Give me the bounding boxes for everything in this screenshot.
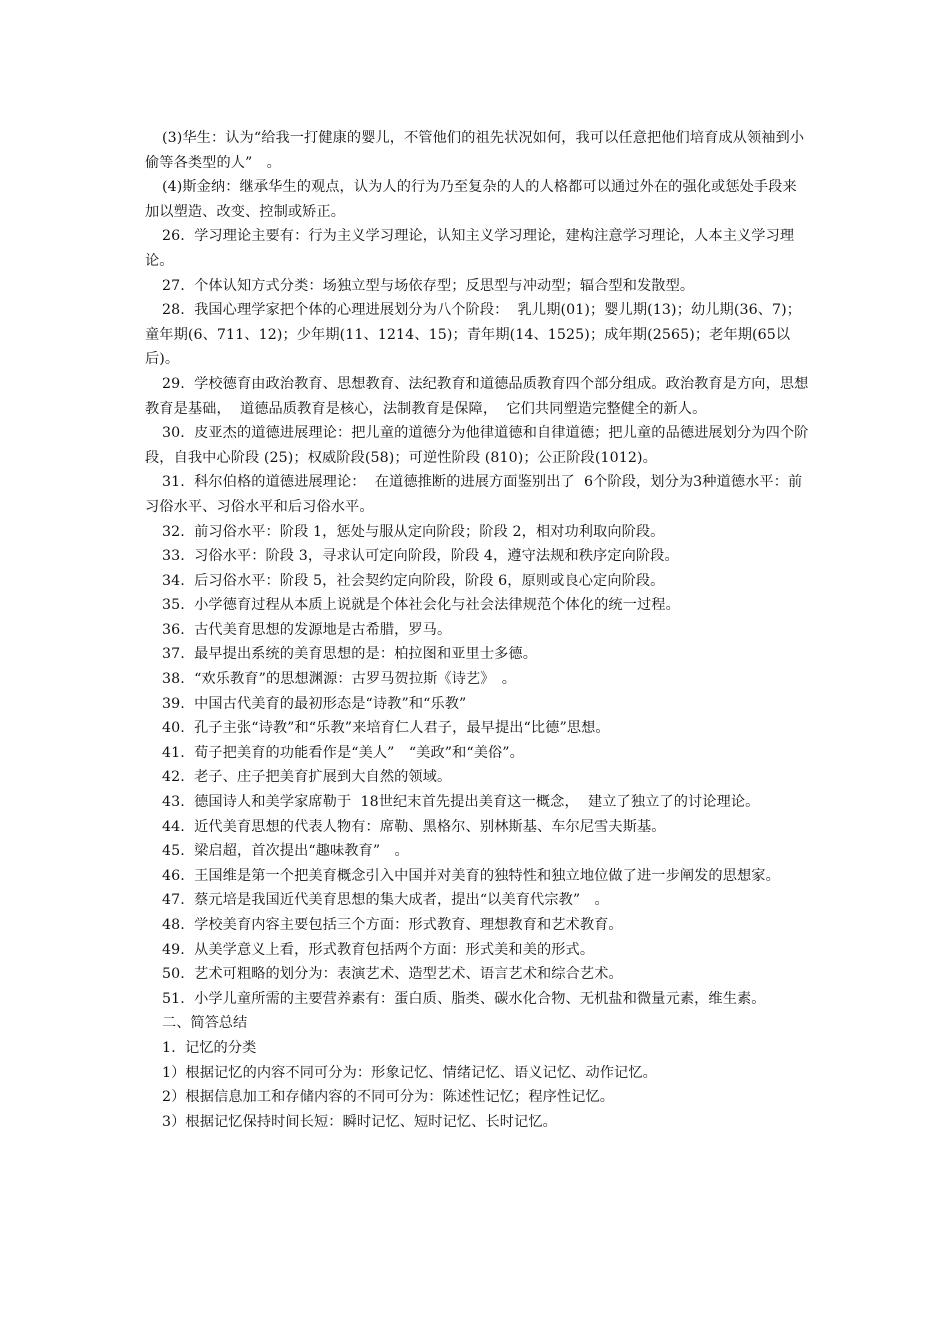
paragraph-46: 46. 王国维是第一个把美育概念引入中国并对美育的独特性和独立地位做了进一步阐发的思想家。 <box>162 867 780 884</box>
paragraph-30: 30. 皮亚杰的道德进展理论：把儿童的道德分为他律道德和自律道德；把儿童的品德进展划分为四个阶段，自我中心阶段 (25)；权威阶段(58)；可逆性阶段 (810)；公正阶段(1012)。 <box>145 425 809 466</box>
paragraph-33: 33. 习俗水平：阶段 3，寻求认可定向阶段，阶段 4，遵守法规和秩序定向阶段。 <box>162 548 679 565</box>
memory-item-1: 1）根据记忆的内容不同可分为：形象记忆、情绪记忆、语义记忆、动作记忆。 <box>162 1064 657 1081</box>
paragraph-45: 45. 梁启超，首次提出“趣味教育” 。 <box>162 843 409 860</box>
paragraph-42: 42. 老子、庄子把美育扩展到大自然的领域。 <box>162 769 452 786</box>
paragraph-51: 51. 小学儿童所需的主要营养素有：蛋白质、脂类、碳水化合物、无机盐和微量元素，维生素。 <box>162 990 766 1007</box>
paragraph-47: 47. 蔡元培是我国近代美育思想的集大成者，提出“以美育代宗教” 。 <box>162 892 609 909</box>
paragraph-48: 48. 学校美育内容主要包括三个方面：形式教育、理想教育和艺术教育。 <box>162 917 623 933</box>
paragraph-39: 39. 中国古代美育的最初形态是“诗教”和“乐教” <box>162 695 467 712</box>
paragraph-43: 43. 德国诗人和美学家席勒于 18世纪末首先提出美育这一概念， 建立了独立了的讨论理论。 <box>162 794 760 811</box>
memory-item-3: 3）根据记忆保持时间长短：瞬时记忆、短时记忆、长时记忆。 <box>162 1113 557 1130</box>
paragraph-32: 32. 前习俗水平：阶段 1，惩处与服从定向阶段；阶段 2，相对功利取向阶段。 <box>162 523 665 540</box>
paragraph-skinner: (4)斯金纳：继承华生的观点，认为人的行为乃至复杂的人的人格都可以通过外在的强化或惩处手段来加以塑造、改变、控制或矫正。 <box>145 179 797 220</box>
memory-item-2: 2）根据信息加工和存储内容的不同可分为：陈述性记忆；程序性记忆。 <box>162 1089 615 1106</box>
paragraph-36: 36. 古代美育思想的发源地是古希腊，罗马。 <box>162 621 452 638</box>
section-title: 二、简答总结 <box>162 1015 248 1032</box>
paragraph-34: 34. 后习俗水平：阶段 5，社会契约定向阶段，阶段 6，原则或良心定向阶段。 <box>162 572 665 589</box>
paragraph-26: 26. 学习理论主要有：行为主义学习理论，认知主义学习理论，建构注意学习理论，人本主义学习理论。 <box>145 228 795 269</box>
paragraph-35: 35. 小学德育过程从本质上说就是个体社会化与社会法律规范个体化的统一过程。 <box>162 597 680 614</box>
paragraph-50: 50. 艺术可粗略的划分为：表演艺术、造型艺术、语言艺术和综合艺术。 <box>162 966 623 983</box>
subsection-memory-title: 1. 记忆的分类 <box>162 1039 257 1056</box>
paragraph-38: 38. “欢乐教育”的思想渊源：古罗马贺拉斯《诗艺》 。 <box>162 671 517 688</box>
paragraph-watson: (3)华生：认为“给我一打健康的婴儿，不管他们的祖先状况如何，我可以任意把他们培育成从领袖到小偷等各类型的人” 。 <box>145 130 805 171</box>
paragraph-40: 40. 孔子主张“诗教”和“乐教”来培育仁人君子，最早提出“比德”思想。 <box>162 720 610 737</box>
paragraph-37: 37. 最早提出系统的美育思想的是：柏拉图和亚里士多德。 <box>162 646 537 663</box>
paragraph-29: 29. 学校德育由政治教育、思想教育、法纪教育和道德品质教育四个部分组成。政治教育是方向，思想教育是基础， 道德品质教育是核心，法制教育是保障， 它们共同塑造完整健全的新人。 <box>145 375 809 417</box>
paragraph-44: 44. 近代美育思想的代表人物有：席勒、黑格尔、别林斯基、车尔尼雪夫斯基。 <box>162 818 666 835</box>
paragraph-41: 41. 荀子把美育的功能看作是“美人” “美政”和“美俗”。 <box>162 744 524 761</box>
paragraph-28: 28. 我国心理学家把个体的心理进展划分为八个阶段： 乳儿期(01)；婴儿期(13)；幼儿期(36、7)；童年期(6、711、12)；少年期(11、1214、15)；青年期(14、1525)；成年期(2565)；老年期(65以后)。 <box>145 302 802 368</box>
paragraph-31: 31. 科尔伯格的道德进展理论： 在道德推断的进展方面鉴别出了 6个阶段，划分为3种道德水平：前习俗水平、习俗水平和后习俗水平。 <box>145 474 803 515</box>
paragraph-27: 27. 个体认知方式分类：场独立型与场依存型；反思型与冲动型；辐合型和发散型。 <box>162 277 695 294</box>
paragraph-49: 49. 从美学意义上看，形式教育包括两个方面：形式美和美的形式。 <box>162 941 595 958</box>
document-body <box>145 126 810 1134</box>
